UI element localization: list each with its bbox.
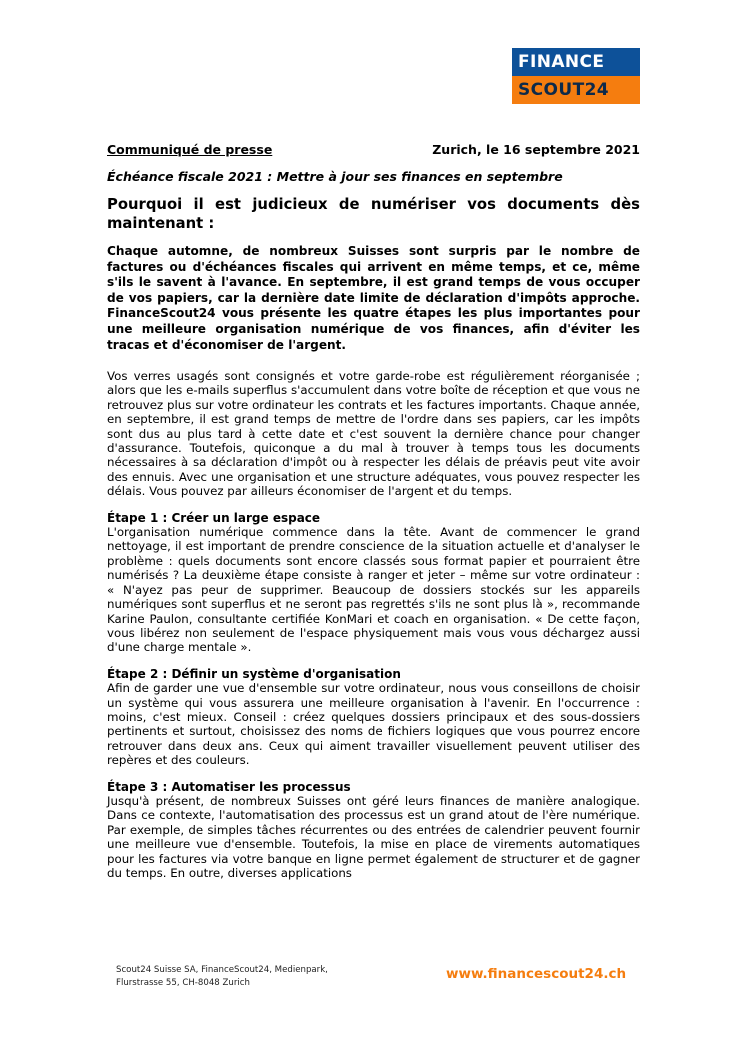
subtitle: Échéance fiscale 2021 : Mettre à jour ses finances en septembre: [107, 169, 563, 184]
intro-block: [107, 369, 640, 499]
step-2-block: [107, 667, 640, 768]
logo-line-finance: FINANCE: [512, 48, 640, 76]
step-1-block: [107, 511, 640, 655]
logo-line-scout24: SCOUT24: [512, 76, 640, 104]
press-release-label: Communiqué de presse: [107, 142, 273, 157]
step-2-text: Afin de garder une vue d'ensemble sur votre ordinateur, nous vous conseillons de choisir un système qui vous assurera une meilleure organisation à l'avenir. En l'occurrence : moins, c'est mieux. Conseil : créez quelques dossiers principaux et des sous-dossiers pertinents et surtout, choisissez des noms de fichiers logiques que vous pourrez encore retrouver dans deux ans. Ceux qui aiment travailler visuellement peuvent utiliser des repères et des couleurs.: [107, 681, 640, 768]
step-2-heading: Étape 2 : Définir un système d'organisation: [107, 666, 401, 681]
footer-address: [116, 964, 328, 989]
step-3-heading: Étape 3 : Automatiser les processus: [107, 779, 351, 794]
footer-address-line-2: Flurstrasse 55, CH-8048 Zurich: [116, 977, 250, 988]
intro-paragraph: Vos verres usagés sont consignés et votre garde-robe est régulièrement réorganisée ; alors que les e-mails superflus s'accumulent dans votre boîte de réception et que vous ne retrouvez plus sur votre ordinateur les contrats et les factures importants. Chaque année, en septembre, il est grand temps de mettre de l'ordre dans ses papiers, car les impôts sont dus au plus tard à cette date et c'est souvent la dernière chance pour changer d'assurance. Toutefois, quiconque a du mal à trouver à temps tous les documents nécessaires à sa déclaration d'impôt ou à respecter les délais de préavis peut vite avoir des ennuis. Avec une organisation et une structure adéquates, vous pouvez respecter les délais. Vous pouvez par ailleurs économiser de l'argent et du temps.: [107, 369, 640, 499]
step-3-text: Jusqu'à présent, de nombreux Suisses ont géré leurs finances de manière analogique. Dans ce contexte, l'automatisation des processus est un grand atout de l'ère numérique. Par exemple, de simples tâches récurrentes ou des entrées de calendrier peuvent fournir une meilleure vue d'ensemble. Toutefois, la mise en place de virements automatiques pour les factures via votre banque en ligne permet également de structurer et de gagner du temps. En outre, diverses applications: [107, 793, 640, 880]
financescout24-logo: [512, 48, 640, 104]
lead-paragraph: Chaque automne, de nombreux Suisses sont surpris par le nombre de factures ou d'échéances fiscales qui arrivent en même temps, et ce, même s'ils le savent à l'avance. En septembre, il est grand temps de vous occuper de vos papiers, car la dernière date limite de déclaration d'impôts approche. FinanceScout24 vous présente les quatre étapes les plus importantes pour une meilleure organisation numérique de vos finances, afin d'éviter les tracas et d'économiser de l'argent.: [107, 244, 640, 352]
footer-address-line-1: Scout24 Suisse SA, FinanceScout24, Medienpark,: [116, 965, 328, 975]
step-3-block: [107, 780, 640, 881]
header-row: [107, 142, 640, 157]
step-1-text: L'organisation numérique commence dans la tête. Avant de commencer le grand nettoyage, il est important de prendre conscience de la situation actuelle et d'analyser le problème : quels documents sont encore classés sous format papier et pourraient être numérisés ? La deuxième étape consiste à ranger et jeter – même sur votre ordinateur : « N'ayez pas peur de supprimer. Beaucoup de dossiers stockés sur les appareils numériques sont superflus et ne seront pas regrettés s'ils ne sont plus là », recommande Karine Paulon, consultante certifiée KonMari et coach en organisation. « De cette façon, vous libérez non seulement de l'espace physiquement mais vous vous déchargez aussi d'une charge mentale ».: [107, 525, 640, 655]
page-title: Pourquoi il est judicieux de numériser vos documents dès maintenant :: [107, 196, 640, 232]
footer-website-link[interactable]: www.financescout24.ch: [446, 966, 627, 982]
step-1-heading: Étape 1 : Créer un large espace: [107, 510, 321, 525]
place-date: Zurich, le 16 septembre 2021: [432, 142, 640, 157]
body-content: [107, 369, 640, 892]
